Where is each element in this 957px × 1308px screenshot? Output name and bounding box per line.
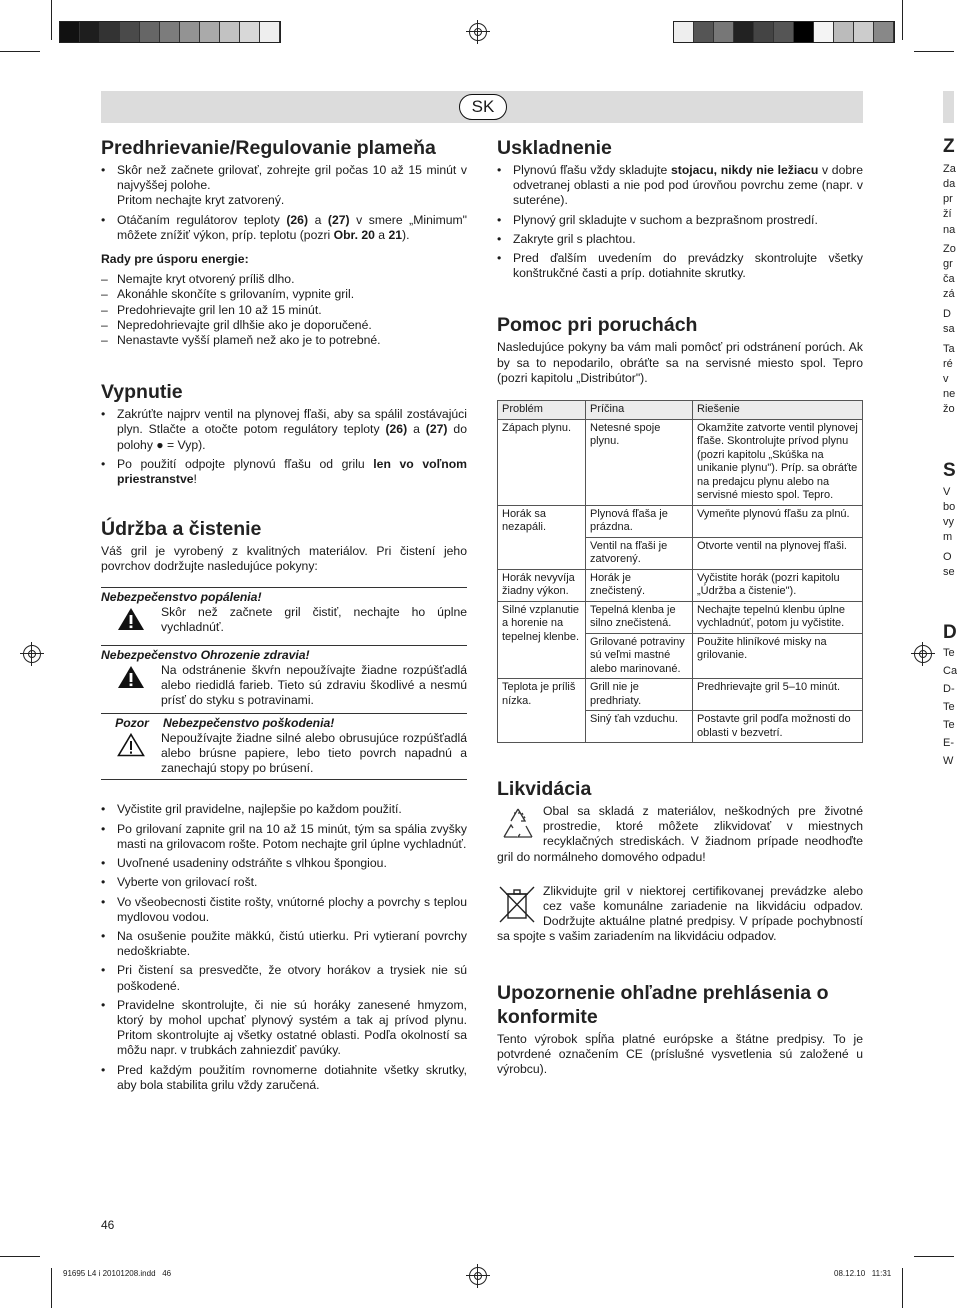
crop-mark <box>914 51 954 52</box>
side-text-fragment: bo <box>943 501 956 513</box>
table-row <box>498 505 863 537</box>
list-item: • Plynovú fľašu vždy skladujte stojacu, nikdy nie ležiacu v dobre odvetranej oblasti a nie pod pod úrovňou povrchu zeme (napr. v suteréne). <box>497 163 863 209</box>
list-item: • Zakrúťte najprv ventil na plynovej fľaši, aby sa spálil zostávajúci plyn. Stlačte a otočte potom regulátory teploty (26) a (27) do polohy ● = Vyp). <box>101 407 467 453</box>
cleaning-list <box>101 802 467 1092</box>
crossed-bin-icon <box>497 884 541 926</box>
preheat-list <box>101 163 467 243</box>
side-text-fragment: V <box>943 486 951 498</box>
warning-label: Pozor <box>115 715 149 730</box>
table-cell: Otvorte ventil na plynovej fľaši. <box>693 537 863 569</box>
column-header: Problém <box>498 401 586 420</box>
table-cell: Nechajte tepelnú klenbu úplne vychladnúť, potom ju vyčistite. <box>693 601 863 633</box>
side-text-fragment: W <box>943 755 954 767</box>
list-item: • Na osušenie použite mäkkú, čistú utierku. Pri vytieraní povrchy nedoškriabte. <box>101 929 467 959</box>
side-text-fragment: sa <box>943 323 955 335</box>
warning-damage <box>101 713 467 781</box>
storage-list <box>497 163 863 281</box>
side-text-fragment: ží <box>943 208 952 220</box>
column-header: Riešenie <box>693 401 863 420</box>
side-text-fragment: O <box>943 551 952 563</box>
tips-list <box>101 272 467 348</box>
footer-timestamp: 08.12.10 11:31 <box>834 1269 892 1278</box>
section-title-shutdown: Vypnutie <box>101 381 183 404</box>
list-item: • Vyberte von grilovací rošt. <box>101 875 467 890</box>
warning-text: Skôr než začnete gril čistiť, nechajte ho úplne vychladnúť. <box>161 604 467 635</box>
list-item: – Nenastavte vyšší plameň než ako je to potrebné. <box>101 333 467 348</box>
side-text-fragment: da <box>943 178 956 190</box>
list-item: • Pred každým použitím rovnomerne dotiahnite všetky skrutky, aby bola stabilita grilu vždy zaručená. <box>101 1063 467 1093</box>
side-text-fragment: vy <box>943 516 954 528</box>
list-item: • Vyčistite gril pravidelne, najlepšie po každom použití. <box>101 802 467 817</box>
table-cell: Siný ťah vzduchu. <box>586 711 693 743</box>
table-cell: Predhrievajte gril 5–10 minút. <box>693 679 863 711</box>
section-title-maintenance: Údržba a čistenie <box>101 518 262 541</box>
table-cell: Okamžite zatvorte ventil plynovej fľaše. Skontrolujte prívod plynu (pozri kapitolu „Skúška na unikanie plynu"). Príp. sa obráťte na predajcu plynu alebo na servisné miesto spol. Tepro. <box>693 419 863 505</box>
footer-filename: 91695 L4 i 20101208.indd 46 <box>63 1269 172 1278</box>
table-row <box>498 569 863 601</box>
list-item: – Nepredohrievajte gril dlhšie ako je doporučené. <box>101 318 467 333</box>
list-item: • Pravidelne skontrolujte, či nie sú horáky zanesené hmyzom, ktorý by mohol upchať plynový systém a tak aj prívod plynu. Pritom skontrolujte aj všetky ostatné oblasti. Podľa okolností sa môžu napr. v trubkách zahniezdiť pavúky. <box>101 998 467 1059</box>
list-item: • Po použití odpojte plynovú fľašu od grilu len vo voľnom priestranstve! <box>101 457 467 487</box>
table-cell: Teplota je príliš nízka. <box>498 679 586 743</box>
color-bar-left <box>59 21 281 43</box>
page-number: 46 <box>101 1218 115 1232</box>
crop-mark <box>0 51 40 52</box>
disposal-text: Zlikvidujte gril v niektorej certifikovanej prevádzke alebo cez vaše komunálne zariadenie na likvidáciu odpadov. Dodržujte aktuálne platné predpisy. V prípade pochybností sa spojte s vašim zariadením na likvidáciu odpadov. <box>497 883 863 944</box>
list-item: • Pri čistení sa presvedčte, že otvory horákov a trysiek nie sú poškodené. <box>101 963 467 993</box>
list-item: • Zakryte gril s plachtou. <box>497 232 863 247</box>
side-heading: D <box>943 622 957 643</box>
warning-title: Nebezpečenstvo Ohrozenie zdravia! <box>101 647 310 662</box>
table-cell: Grill nie je predhriaty. <box>586 679 693 711</box>
registration-mark-icon <box>469 23 487 41</box>
disposal-device <box>497 884 863 945</box>
side-text-fragment: ré <box>943 358 953 370</box>
warning-text: Na odstránenie škvŕn nepoužívajte žiadne rozpúšťadlá alebo riedidlá farieb. Tieto sú zdraviu škodlivé a nesmú prísť do styku s potravinami. <box>161 663 467 708</box>
table-cell: Vyčistite horák (pozri kapitolu „Údržba a čistenie"). <box>693 569 863 601</box>
language-badge: SK <box>459 94 507 120</box>
side-text-fragment: D <box>943 308 951 320</box>
side-text-fragment: Ta <box>943 343 955 355</box>
list-item: • Otáčaním regulátorov teploty (26) a (27) v smere „Minimum" môžete znížiť výkon, príp. teplotu (pozri Obr. 20 a 21). <box>101 213 467 243</box>
troubleshooting-intro: Nasledujúce pokyny ba vám mali pomôcť pri odstránení porúch. Ak by sa to nepodarilo, obráťte sa na servisné miesto spol. Tepro (pozri kapitolu „Distribútor"). <box>497 340 863 385</box>
side-heading: S <box>943 460 956 481</box>
table-row <box>498 601 863 633</box>
list-item: – Nemajte kryt otvorený príliš dlho. <box>101 272 467 287</box>
tips-title: Rady pre úsporu energie: <box>101 252 249 267</box>
crop-mark <box>51 1268 52 1308</box>
side-text-fragment: ča <box>943 273 955 285</box>
warning-health <box>101 645 467 709</box>
side-text-fragment: Te <box>943 701 955 713</box>
crop-mark <box>51 0 52 40</box>
column-header: Príčina <box>586 401 693 420</box>
troubleshooting-table <box>497 400 863 743</box>
disposal-packaging <box>497 804 863 865</box>
table-cell: Tepelná klenba je silno znečistená. <box>586 601 693 633</box>
side-text-fragment: Zo <box>943 243 956 255</box>
table-cell: Horák nevyvíja žiadny výkon. <box>498 569 586 601</box>
table-cell: Plynová fľaša je prázdna. <box>586 505 693 537</box>
list-item: – Akonáhle skončíte s grilovaním, vypnite gril. <box>101 287 467 302</box>
table-row <box>498 419 863 505</box>
table-row <box>498 679 863 711</box>
side-text-fragment: Te <box>943 647 955 659</box>
section-title-conformity: Upozornenie ohľadne prehlásenia o konformite <box>497 981 829 1028</box>
crop-mark <box>902 1268 903 1308</box>
crop-mark <box>0 1256 40 1257</box>
side-heading: Z <box>943 136 955 157</box>
section-title-storage: Uskladnenie <box>497 137 612 159</box>
section-title-troubleshooting: Pomoc pri poruchách <box>497 314 698 337</box>
list-item: • Vo všeobecnosti čistite rošty, vnútorné plochy a povrchy s teplou mydlovou vodou. <box>101 895 467 925</box>
crop-mark <box>902 0 903 40</box>
table-cell: Horák sa nezapáli. <box>498 505 586 569</box>
side-text-fragment: Ca <box>943 665 957 677</box>
right-column <box>497 136 863 1077</box>
warning-title: Nebezpečenstvo poškodenia! <box>163 715 335 730</box>
crop-mark <box>914 1256 954 1257</box>
list-item: • Po grilovaní zapnite gril na 10 až 15 minút, tým sa spália zvyšky masti na grilovacom rošte. Potom nechajte gril úplne vychladnúť. <box>101 822 467 852</box>
table-cell: Silné vzplanutie a horenie na tepelnej klenbe. <box>498 601 586 679</box>
side-text-fragment: E- <box>943 737 954 749</box>
language-bar-next <box>943 91 954 123</box>
registration-mark-icon <box>469 1267 487 1285</box>
side-text-fragment: pr <box>943 193 953 205</box>
registration-mark-icon <box>23 645 41 663</box>
table-cell: Netesné spoje plynu. <box>586 419 693 505</box>
warning-burn <box>101 587 467 641</box>
table-cell: Vymeňte plynovú fľašu za plnú. <box>693 505 863 537</box>
section-title-preheat: Predhrievanie/Regulovanie plameňa <box>101 137 436 159</box>
table-cell: Grilované potraviny sú veľmi mastné alebo marinované. <box>586 633 693 679</box>
side-text-fragment: v <box>943 373 949 385</box>
side-text-fragment: zá <box>943 288 955 300</box>
maintenance-intro: Váš gril je vyrobený z kvalitných materiálov. Pri čistení jeho povrchov dodržujte nasledujúce pokyny: <box>101 544 467 574</box>
side-text-fragment: gr <box>943 258 953 270</box>
recycling-icon <box>497 804 541 848</box>
table-cell: Zápach plynu. <box>498 419 586 505</box>
side-text-fragment: Te <box>943 719 955 731</box>
table-cell: Horák je znečistený. <box>586 569 693 601</box>
table-cell: Postavte gril podľa možnosti do oblasti v bezvetrí. <box>693 711 863 743</box>
list-item: • Plynový gril skladujte v suchom a bezprašnom prostredí. <box>497 213 863 228</box>
list-item: • Pred ďalším uvedením do prevádzky skontrolujte všetky konštrukčné časti a príp. dotiahnite skrutky. <box>497 251 863 281</box>
warning-triangle-icon <box>101 663 161 699</box>
caution-triangle-icon <box>101 731 161 767</box>
conformity-text: Tento výrobok spĺňa platné európske a štátne predpisy. To je potvrdené označením CE (príslušné vysvetlenia sú založené u výrobcu). <box>497 1031 863 1077</box>
side-text-fragment: se <box>943 566 955 578</box>
shutdown-list <box>101 407 467 487</box>
warning-title: Nebezpečenstvo popálenia! <box>101 589 262 604</box>
color-bar-right <box>673 21 895 43</box>
list-item: • Skôr než začnete grilovať, zohrejte gril počas 10 až 15 minút v najvyššej polohe. Pritom nechajte kryt zatvorený. <box>101 163 467 209</box>
list-item: • Uvoľnené usadeniny odstráňte s vlhkou špongiou. <box>101 856 467 871</box>
section-title-disposal: Likvidácia <box>497 778 592 801</box>
side-text-fragment: žo <box>943 403 955 415</box>
side-text-fragment: Za <box>943 163 956 175</box>
side-text-fragment: ne <box>943 388 956 400</box>
warning-text: Nepoužívajte žiadne silné alebo obrusujúce rozpúšťadlá alebo brúsne papiere, lebo tieto povrch napadnú a zanechajú stopy po brúsení. <box>161 730 467 776</box>
table-header-row <box>498 401 863 420</box>
list-item: – Predohrievajte gril len 10 až 15 minút. <box>101 303 467 318</box>
warning-triangle-icon <box>101 605 161 641</box>
side-text-fragment: D- <box>943 683 955 695</box>
side-text-fragment: na <box>943 224 956 236</box>
side-text-fragment: m <box>943 531 953 543</box>
table-cell: Použite hliníkové misky na grilovanie. <box>693 633 863 679</box>
left-column <box>101 136 467 1097</box>
disposal-text: Obal sa skladá z materiálov, neškodných pre životné prostredie, ktoré môžete zlikvidovať v miestnych recyklačných strediskách. V žiadnom prípade neodhoďte gril do normálneho domového odpadu! <box>497 804 863 864</box>
table-cell: Ventil na fľaši je zatvorený. <box>586 537 693 569</box>
registration-mark-icon <box>914 645 932 663</box>
